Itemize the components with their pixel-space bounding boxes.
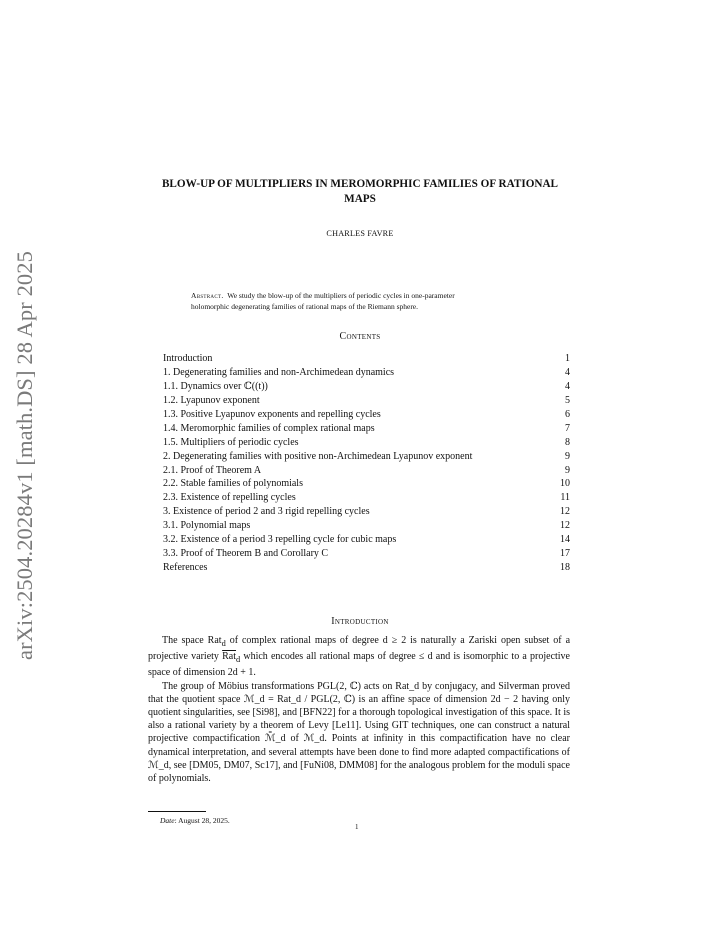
arxiv-identifier: arXiv:2504.20284v1 [math.DS] 28 Apr 2025 (12, 251, 37, 660)
title-line-2: MAPS (344, 193, 376, 205)
toc-entry[interactable] (163, 561, 570, 575)
toc-entry[interactable] (163, 505, 570, 519)
toc-entry-page: 9 (565, 450, 570, 462)
toc-entry[interactable] (163, 533, 570, 547)
toc-entry-page: 4 (565, 380, 570, 392)
toc-entry-page: 11 (560, 492, 570, 504)
abstract-line-1: We study the blow-up of the multipliers of periodic cycles in one-parameter (227, 291, 455, 300)
toc-entry-label: References (163, 562, 208, 574)
toc-entry-page: 5 (565, 394, 570, 406)
toc-entry-label: 2.2. Stable families of polynomials (163, 478, 303, 490)
intro-paragraph-1: The space Rat$_d$ of complex rational maps of degree d ≥ 2 is naturally a Zariski open subset of a projective variety $\overline{Rat}_d$ which encodes all rational maps of degree ≤ d and is isomorphic to a projective space of dimension 2d + 1. (148, 635, 571, 679)
toc-entry-label: 1. Degenerating families and non-Archimedean dynamics (163, 366, 395, 378)
toc-entry-label: 1.4. Meromorphic families of complex rational maps (163, 422, 375, 434)
introduction-body (148, 634, 570, 785)
toc-entry-label: 3.1. Polynomial maps (163, 520, 251, 532)
toc-entry-label: 1.5. Multipliers of periodic cycles (163, 436, 299, 448)
paper-title (140, 177, 580, 207)
toc-entry[interactable] (163, 394, 570, 408)
page-number: 1 (355, 823, 359, 831)
toc-entry[interactable] (163, 477, 570, 491)
toc-entry-label: 2.3. Existence of repelling cycles (163, 492, 296, 504)
toc-entry[interactable] (163, 352, 570, 366)
toc-entry-page: 4 (565, 366, 570, 378)
toc-entry[interactable] (163, 408, 570, 422)
toc-entry-label: 1.1. Dynamics over ℂ((t)) (163, 380, 268, 392)
toc-entry[interactable] (163, 547, 570, 561)
toc-entry[interactable] (163, 519, 570, 533)
toc-entry-page: 6 (565, 408, 570, 420)
toc-entry-page: 12 (560, 520, 570, 532)
toc-entry[interactable] (163, 380, 570, 394)
toc-entry[interactable] (163, 366, 570, 380)
toc-entry-label: 1.3. Positive Lyapunov exponents and repelling cycles (163, 408, 381, 420)
toc-entry-page: 8 (565, 436, 570, 448)
toc-entry-page: 14 (560, 534, 570, 546)
introduction-heading: Introduction (331, 616, 389, 627)
footnote-rule (148, 811, 206, 812)
toc-entry[interactable] (163, 464, 570, 478)
table-of-contents (163, 352, 570, 575)
toc-entry-page: 10 (560, 478, 570, 490)
author-name: CHARLES FAVRE (326, 229, 394, 238)
toc-entry-page: 17 (560, 548, 570, 560)
toc-entry-page: 7 (565, 422, 570, 434)
footnote-date: Date: August 28, 2025. (160, 816, 230, 825)
toc-entry-label: Introduction (163, 353, 213, 364)
intro-paragraph-2: The group of Möbius transformations PGL(2, ℂ) acts on Rat_d by conjugacy, and Silverman proved that the quotient space ℳ_d = Rat_d / PGL(2, ℂ) is an affine space of dimension 2d − 2 having only quotient singularities, see [Si98], and [BFN22] for a thorough topological investigation of this space. It is also a rational variety by a theorem of Levy [Le11]. Using GIT techniques, one can construct a natural projective compactification ℳ̄_d of ℳ_d. Points at infinity in this compactification have no clear dynamical interpretation, and several attempts have been done to find more adapted compactifications of ℳ_d, see [DM05, DM07, Sc17], and [FuNi08, DMM08] for the analogous problem for the moduli space of polynomials. (148, 680, 570, 785)
toc-entry-label: 2.1. Proof of Theorem A (163, 464, 262, 476)
toc-entry-label: 3. Existence of period 2 and 3 rigid repelling cycles (163, 506, 370, 518)
abstract (191, 291, 531, 312)
toc-entry[interactable] (163, 491, 570, 505)
toc-entry[interactable] (163, 422, 570, 436)
abstract-line-2: holomorphic degenerating families of rational maps of the Riemann sphere. (191, 301, 419, 311)
contents-heading: Contents (339, 331, 381, 342)
toc-entry-label: 1.2. Lyapunov exponent (163, 394, 260, 406)
toc-entry[interactable] (163, 436, 570, 450)
title-line-1: BLOW-UP OF MULTIPLIERS IN MEROMORPHIC FAMILIES OF RATIONAL (161, 178, 559, 190)
toc-entry-page: 9 (565, 464, 570, 476)
toc-entry-page: 18 (560, 562, 570, 574)
toc-entry-page: 1 (565, 353, 570, 364)
toc-entry-label: 3.3. Proof of Theorem B and Corollary C (163, 548, 329, 560)
abstract-label: Abstract. (191, 291, 224, 300)
toc-entry-label: 2. Degenerating families with positive non-Archimedean Lyapunov exponent (163, 450, 473, 462)
toc-entry-label: 3.2. Existence of a period 3 repelling cycle for cubic maps (163, 534, 397, 546)
toc-entry[interactable] (163, 450, 570, 464)
toc-entry-page: 12 (560, 506, 570, 518)
